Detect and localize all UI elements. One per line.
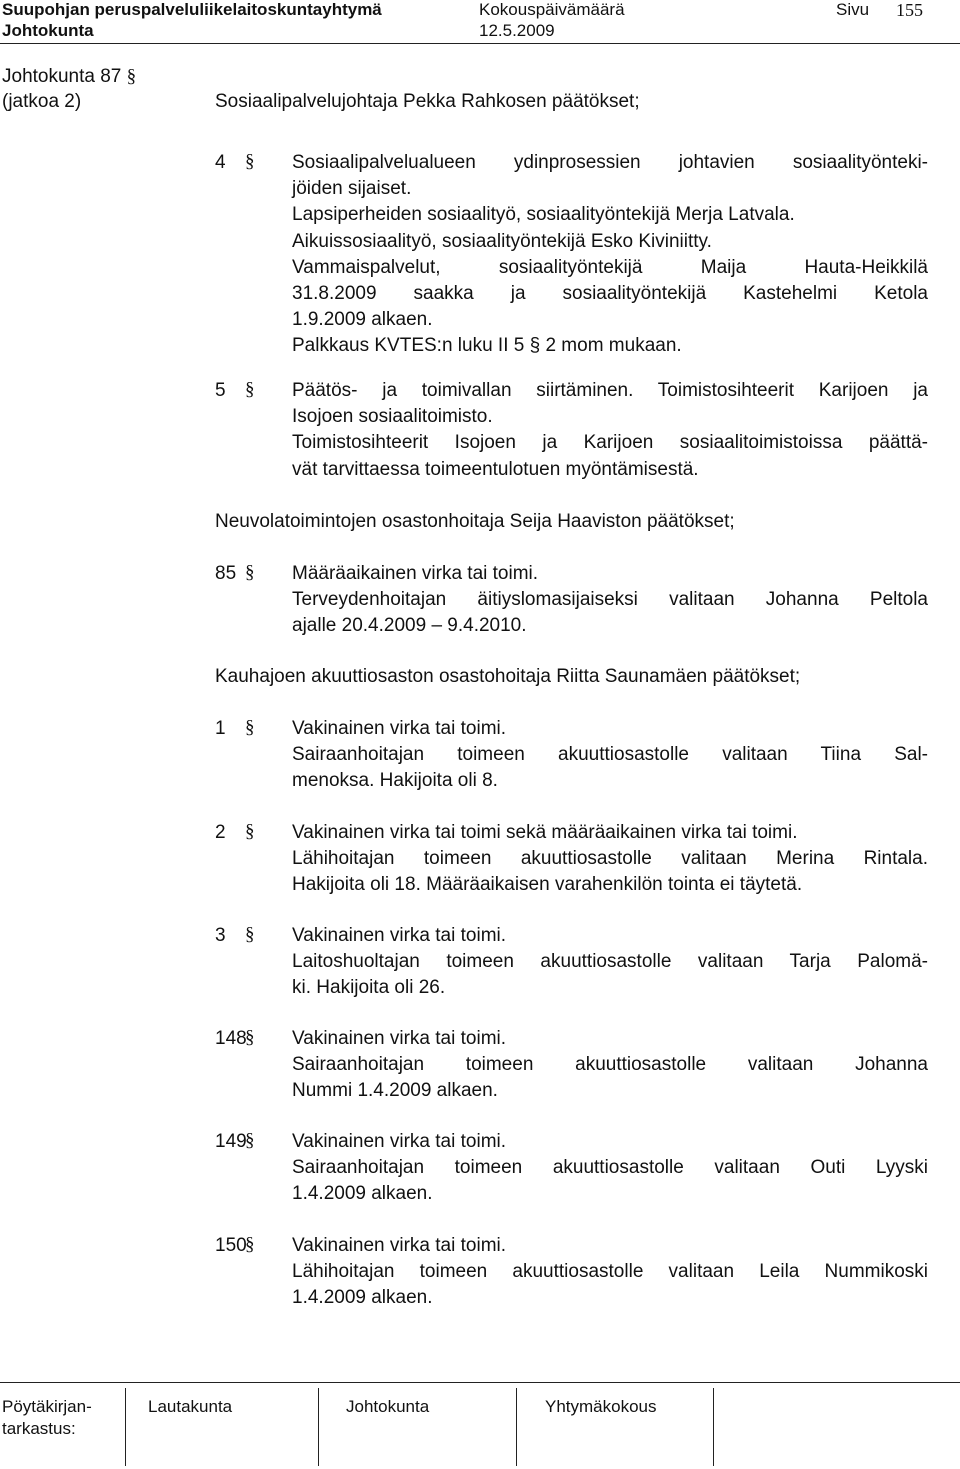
footer-rule <box>0 1382 960 1383</box>
margin-line-1: Johtokunta 87 § <box>2 66 137 87</box>
decision-text-line: Vakinainen virka tai toimi sekä määräaikainen virka tai toimi. <box>292 822 798 843</box>
decision-text-line: 1.4.2009 alkaen. <box>292 1183 433 1205</box>
section-sign: § <box>245 562 255 583</box>
decision-text-line: Lähihoitajan toimeen akuuttiosastolle valitaan Merina Rintala. <box>292 848 928 870</box>
section-sign: § <box>245 1130 255 1151</box>
decision-number: 2 <box>215 822 226 843</box>
decision-number: 148 <box>215 1028 247 1049</box>
main-title: Sosiaalipalvelujohtaja Pekka Rahkosen päätökset; <box>215 91 640 112</box>
decision-number: 85 <box>215 563 237 584</box>
decision-text-line: Vakinainen virka tai toimi. <box>292 718 507 739</box>
section-sign: § <box>245 379 255 400</box>
decision-text-line: Vakinainen virka tai toimi. <box>292 1028 507 1049</box>
margin-line-2: (jatkoa 2) <box>2 91 82 112</box>
decision-text-line: Nummi 1.4.2009 alkaen. <box>292 1080 498 1102</box>
decision-number: 1 <box>215 718 226 739</box>
decision-text-line: Palkkaus KVTES:n luku II 5 § 2 mom mukaan. <box>292 335 682 357</box>
decision-text-line: Terveydenhoitajan äitiyslomasijaiseksi valitaan Johanna Peltola <box>292 589 928 611</box>
header-organization: Suupohjan peruspalveluliikelaitoskuntayhtymä <box>2 0 382 19</box>
decision-text-line: Isojoen sosiaalitoimisto. <box>292 406 493 428</box>
decision-text-line: Sairaanhoitajan toimeen akuuttiosastolle valitaan Tiina Sal- <box>292 744 928 766</box>
decision-text-line: Lähihoitajan toimeen akuuttiosastolle valitaan Leila Nummikoski <box>292 1261 928 1283</box>
section-heading-neuvola: Neuvolatoimintojen osastonhoitaja Seija Haaviston päätökset; <box>215 511 735 532</box>
section-sign: § <box>245 821 255 842</box>
decision-text-line: 31.8.2009 saakka ja sosiaalityöntekijä Kastehelmi Ketola <box>292 283 928 304</box>
decision-text-line: Laitoshuoltajan toimeen akuuttiosastolle valitaan Tarja Palomä- <box>292 951 928 973</box>
section-sign: § <box>245 1234 255 1255</box>
decision-text-line: Määräaikainen virka tai toimi. <box>292 563 539 584</box>
decision-text-line: ki. Hakijoita oli 26. <box>292 977 446 999</box>
section-sign: § <box>245 151 255 172</box>
decision-text-line: Päätös- ja toimivallan siirtäminen. Toimistosihteerit Karijoen ja <box>292 380 928 401</box>
decision-text-line: Sairaanhoitajan toimeen akuuttiosastolle valitaan Johanna <box>292 1054 928 1076</box>
decision-text-line: Vakinainen virka tai toimi. <box>292 1235 507 1256</box>
decision-text-line: Sosiaalipalvelualueen ydinprosessien johtavien sosiaalityönteki- <box>292 152 928 173</box>
decision-text-line: Vakinainen virka tai toimi. <box>292 925 507 946</box>
footer-col-yhtymakokous: Yhtymäkokous <box>545 1397 657 1416</box>
decision-text-line: jöiden sijaiset. <box>292 178 412 200</box>
decision-number: 4 <box>215 152 226 173</box>
section-sign: § <box>245 717 255 738</box>
header-body: Johtokunta <box>2 21 94 40</box>
section-sign: § <box>245 924 255 945</box>
header-page-number: 155 <box>896 0 923 20</box>
decision-number: 5 <box>215 380 226 401</box>
footer-col-johtokunta: Johtokunta <box>346 1397 430 1416</box>
section-heading-akuuttiosasto: Kauhajoen akuuttiosaston osastohoitaja Riitta Saunamäen päätökset; <box>215 666 801 687</box>
decision-text-line: Aikuissosiaalityö, sosiaalityöntekijä Esko Kiviniitty. <box>292 230 712 252</box>
decision-text-line: Hakijoita oli 18. Määräaikaisen varahenkilön tointa ei täytetä. <box>292 874 803 896</box>
footer-check-label-2: tarkastus: <box>2 1419 76 1438</box>
decision-number: 149 <box>215 1131 247 1152</box>
footer-divider-2 <box>318 1388 319 1466</box>
decision-text-line: menoksa. Hakijoita oli 8. <box>292 770 498 792</box>
decision-text-line: ajalle 20.4.2009 – 9.4.2010. <box>292 615 527 637</box>
header-page-label: Sivu <box>836 0 870 19</box>
decision-text-line: 1.4.2009 alkaen. <box>292 1287 433 1309</box>
footer-col-lautakunta: Lautakunta <box>148 1397 233 1416</box>
footer-check-label-1: Pöytäkirjan- <box>2 1397 92 1416</box>
header-date-label: Kokouspäivämäärä <box>479 0 625 19</box>
footer-divider-3 <box>516 1388 517 1466</box>
decision-text-line: Lapsiperheiden sosiaalityö, sosiaalityöntekijä Merja Latvala. <box>292 204 795 226</box>
header-rule <box>0 43 960 44</box>
decision-text-line: Vammaispalvelut, sosiaalityöntekijä Maija Hauta-Heikkilä <box>292 256 928 278</box>
decision-number: 3 <box>215 925 226 946</box>
decision-text-line: Toimistosihteerit Isojoen ja Karijoen sosiaalitoimistoissa päättä- <box>292 432 928 454</box>
decision-text-line: Vakinainen virka tai toimi. <box>292 1131 507 1152</box>
decision-number: 150 <box>215 1235 247 1256</box>
footer-divider-1 <box>125 1388 126 1466</box>
decision-text-line: Sairaanhoitajan toimeen akuuttiosastolle valitaan Outi Lyyski <box>292 1157 928 1179</box>
footer-divider-4 <box>713 1388 714 1466</box>
header-date: 12.5.2009 <box>479 21 555 40</box>
decision-text-line: vät tarvittaessa toimeentulotuen myöntämisestä. <box>292 458 699 480</box>
section-sign: § <box>245 1027 255 1048</box>
decision-text-line: 1.9.2009 alkaen. <box>292 309 433 331</box>
